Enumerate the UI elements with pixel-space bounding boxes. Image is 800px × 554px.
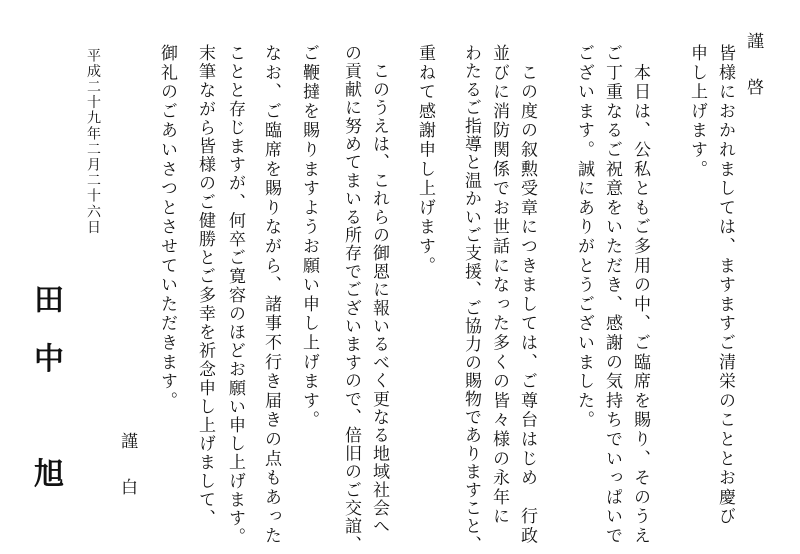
letter-date: 平成二十九年二月二十六日	[85, 48, 101, 236]
letter-line-7: 並びに消防関係でお世話になった多くの皆々様の永年に	[489, 44, 509, 527]
letter-line-4: ご丁重なるご祝意をいただき、感謝の気持ちでいっぱいで	[602, 44, 622, 546]
letter-line-14: ことと存じますが、何卒ご寛容のほどお願い申し上げます。	[225, 44, 245, 547]
letter-opening: 謹 啓	[743, 32, 763, 101]
letter-line-13: なお、ご臨席を賜りながら、諸事不行き届きの点もあった	[261, 44, 281, 546]
letter-line-8: わたるご指導と温かいご支援、ご協力の賜物でありますこと、	[461, 44, 481, 554]
letter-line-9: 重ねて感謝申し上げます。	[415, 44, 435, 276]
letter-line-1: 皆様におかれましては、ますますご清栄のこととお慶び	[715, 44, 735, 527]
letter-line-11: の貢献に努めてまいる所存でございますので、倍旧のご交誼、	[341, 44, 361, 554]
signature-char-2: 中	[34, 342, 64, 377]
letter-line-6: この度の叙勲受章につきましては、ご尊台はじめ 行政	[517, 44, 537, 546]
letter-line-15: 末筆ながら皆様のご健勝とご多幸を祈念申し上げまして、	[195, 44, 215, 528]
letter-line-12: ご鞭撻を賜りますようお願い申し上げます。	[299, 44, 319, 430]
letter-line-5: ございます。誠にありがとうございました。	[574, 44, 594, 430]
signature-char-1: 田	[34, 283, 64, 318]
signature-char-3: 旭	[34, 457, 64, 492]
letter-line-2: 申し上げます。	[687, 44, 707, 180]
letter-closing: 謹 白	[117, 432, 137, 501]
letter-line-10: このうえは、これらの御恩に報いるべく更なる地域社会へ	[369, 44, 389, 536]
letter-line-3: 本日は、公私ともご多用の中、ご臨席を賜り、そのうえ	[630, 44, 650, 546]
letter-line-16: 御礼のごあいさつとさせていただきます。	[157, 44, 177, 411]
